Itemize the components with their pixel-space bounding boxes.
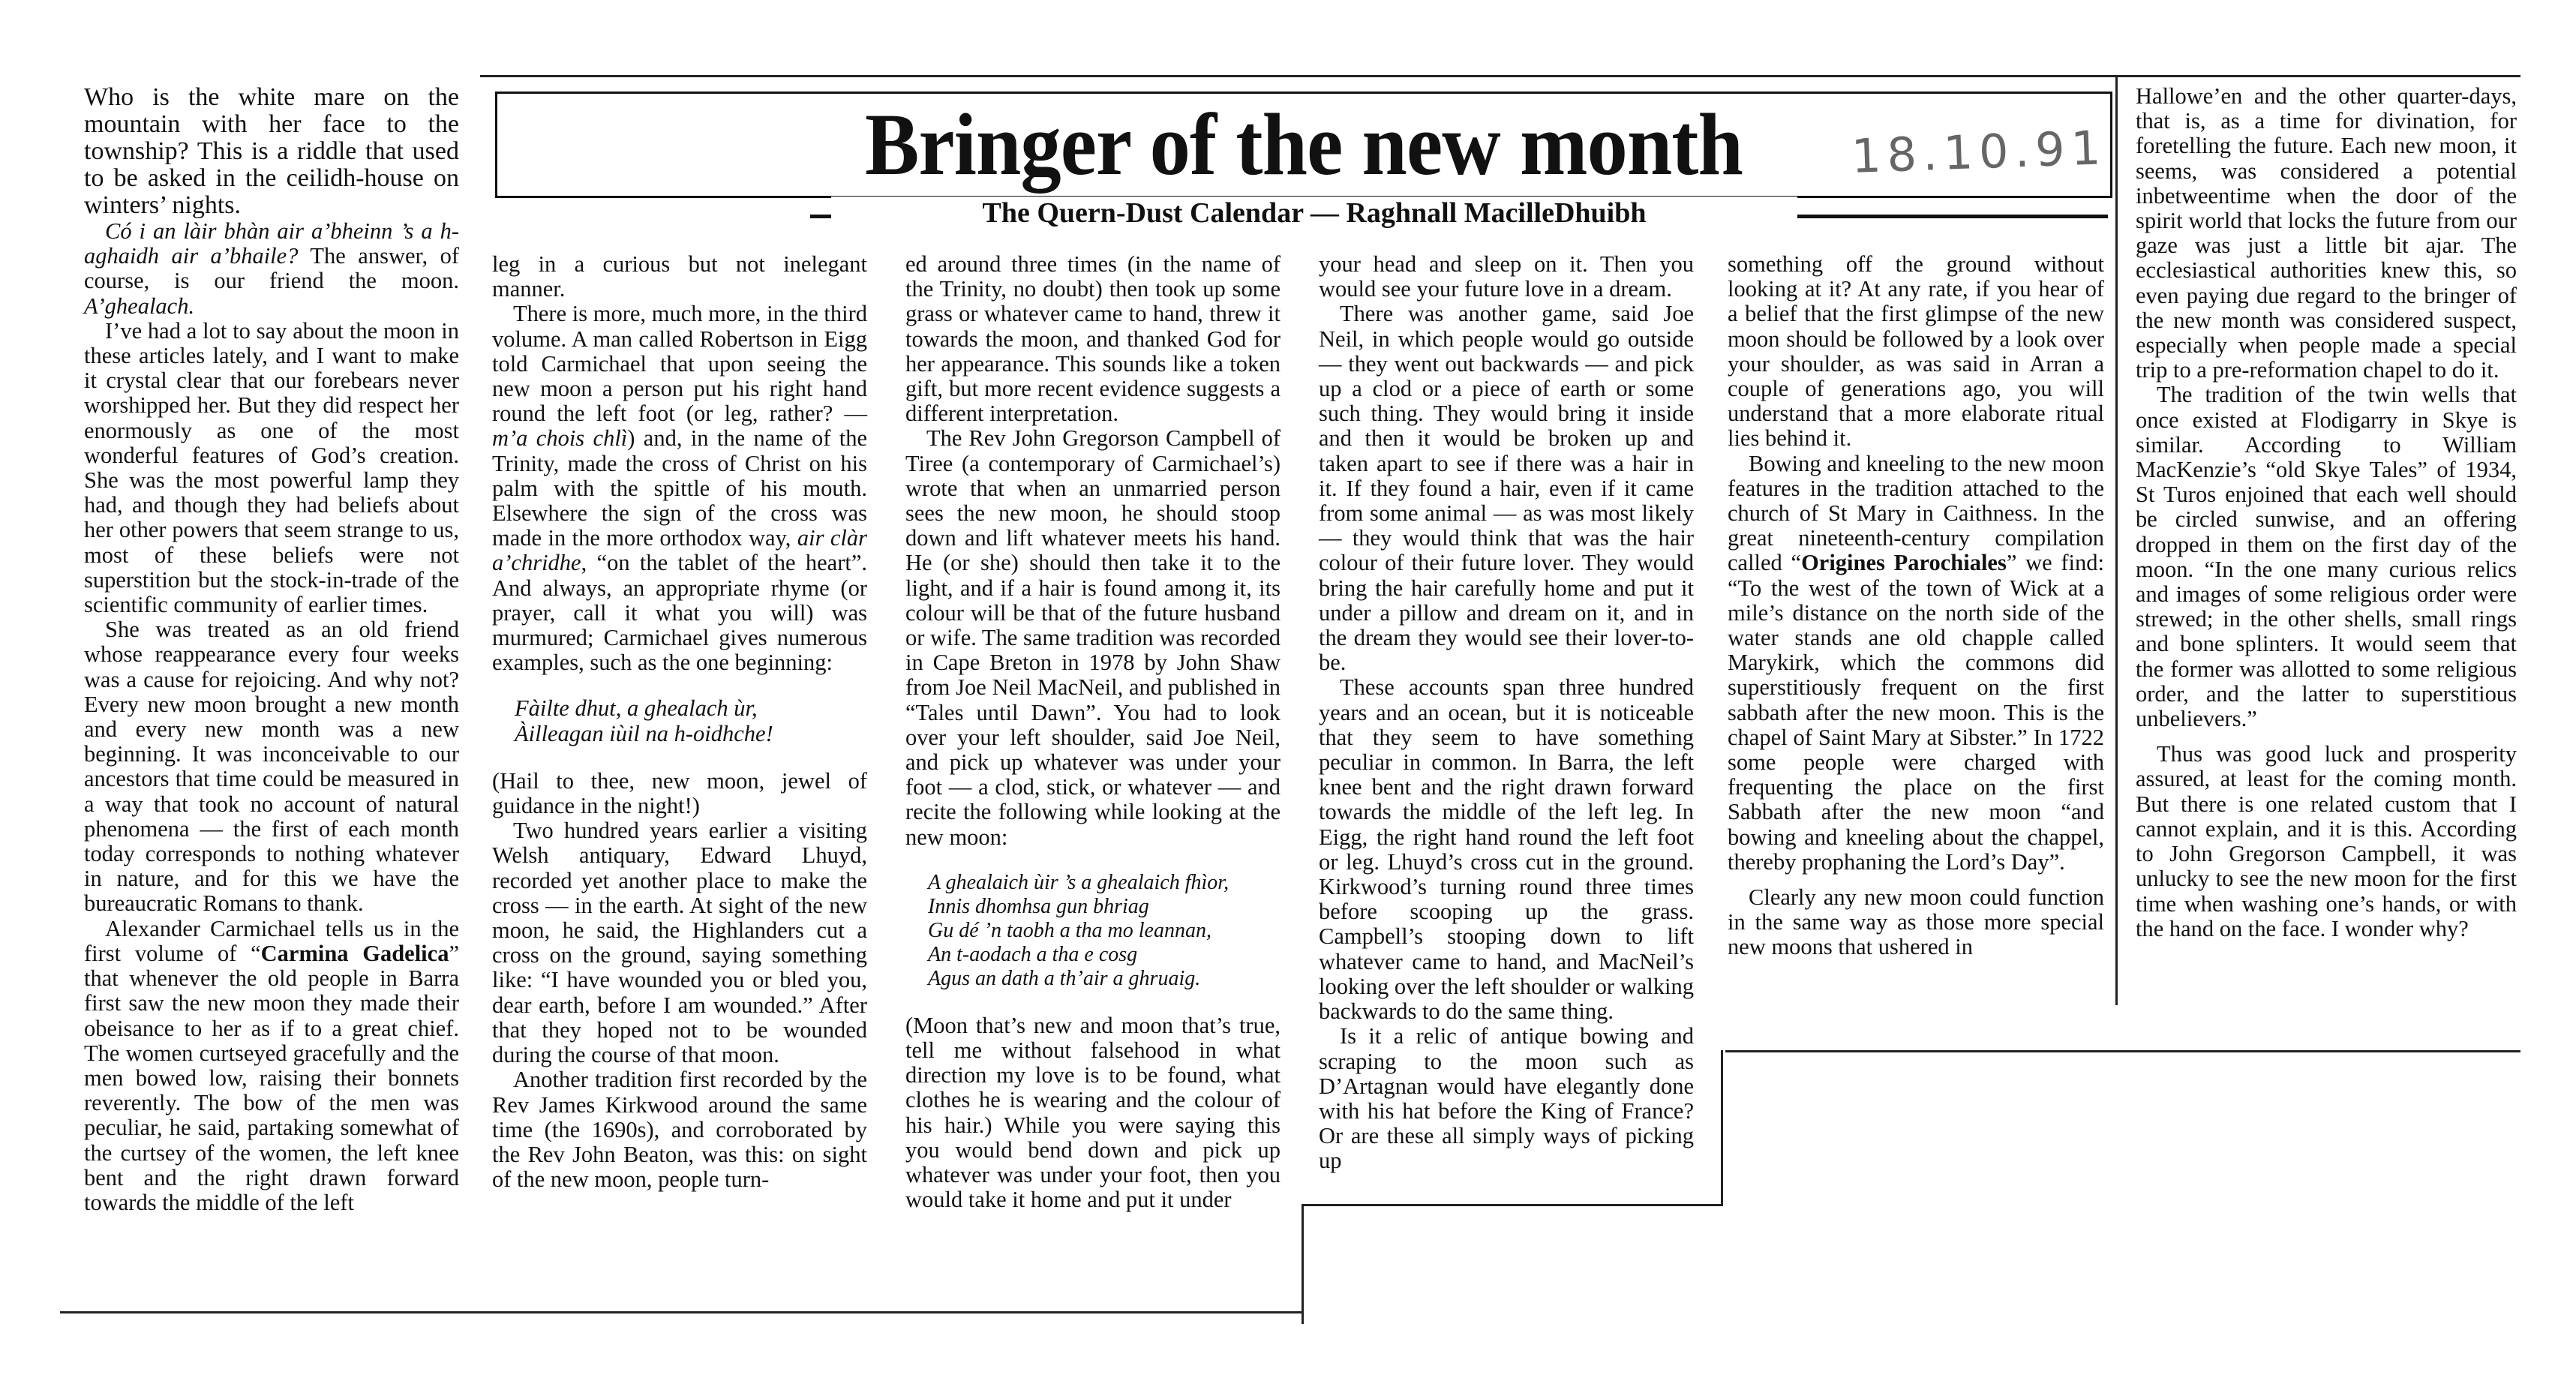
top-rule (480, 75, 2520, 77)
verse-line: Àilleagan iùil na h-oidhche! (515, 720, 773, 746)
verse-line: Innis dhomhsa gun bhriag (928, 894, 1149, 918)
article-column-5 (1728, 252, 2104, 960)
paragraph: (Hail to thee, new moon, jewel of guidance in the night!) (492, 767, 867, 819)
paragraph: I’ve had a lot to say about the moon in these articles lately, and I want to make it crystal clear that our forebears never worshipped her. But they did respect her enormously as one of the most wonderful features of God’s creation. She was the most powerful lamp they had, and though they had beliefs about her other powers that seem strange to us, most of these beliefs were not superstition but the stock-in-trade of the scientific community of earlier times. (84, 317, 459, 618)
headline: Bringer of the new month (864, 95, 1743, 194)
paragraph: Clearly any new moon could function in the same way as those more special new moons that ushered in (1728, 884, 2104, 960)
gaelic-verse (928, 871, 1280, 991)
paragraph: Thus was good luck and prosperity assured, at least for the coming month. But there is one related custom that I cannot explain, and it is this. According to John Gregorson Campbell, it was unlucky to see the new moon for the first time when washing one’s hands, or with the hand on the face. I wonder why? (2136, 741, 2517, 941)
paragraph: Bowing and kneeling to the new moon features in the tradition attached to the church of St Mary in Caithness. In the great nineteenth-century compilation called “Origines Parochiales” we find: “To the west of the town of Wick at a mile’s distance on the north side of the water stands ane old chapple called Marykirk, which the commons did superstitiously frequent on the first sabbath after the new moon. This is the chapel of Saint Mary at Sibster.” In 1722 some people were charged with frequenting the place on the first Sabbath after the new moon “and bowing and kneeling about the chappel, thereby prophaning the Lord’s Day”. (1728, 450, 2104, 875)
right-top-rule (2115, 75, 2118, 1005)
book-title: Origines Parochiales (1801, 550, 2007, 576)
book-title: Carmina Gadelica (260, 940, 449, 966)
paragraph: (Moon that’s new and moon that’s true, tell me without falsehood in what direction my love is to be found, what clothes he is wearing and the colour of his hair.) While you were saying this you would bend down and pick up whatever was under your foot, then you would take it home and put it under (905, 1012, 1280, 1213)
lead-paragraph: Who is the white mare on the mountain with her face to the township? This is a riddle that used to be asked in the ceilidh-house on winters’ nights. (84, 83, 459, 219)
paragraph: Two hundred years earlier a visiting Welsh antiquary, Edward Lhuyd, recorded yet another place to make the cross — in the earth. At sight of the new moon, he said, the Highlanders cut a cross on the ground, saying something like: “I have wounded you or bled you, dear earth, before I am wounded.” After that they hoped not to be wounded during the course of that moon. (492, 818, 867, 1068)
paragraph: ed around three times (in the name of the Trinity, no doubt) then took up some grass or whatever came to hand, threw it towards the moon, and thanked God for her appearance. This sounds like a token gift, but more recent evidence suggests a different interpretation. (905, 251, 1280, 427)
gaelic-verse (515, 696, 867, 746)
paragraph: leg in a curious but not inelegant manner. (492, 251, 867, 302)
gaelic-text: m’a chois chlì (492, 425, 628, 452)
gaelic-text: A’ghealach. (84, 293, 195, 319)
article-column-1 (84, 84, 459, 1215)
verse-line: A ghealaich ùir ’s a ghealaich fhìor, (928, 870, 1229, 894)
gaelic-text: Có i an làir bhàn air a’bheinn ’s a h-aghaidh air a’bhaile? (84, 218, 459, 269)
paragraph: Có i an làir bhàn air a’bheinn ’s a h-aghaidh air a’bhaile? The answer, of course, is our friend the moon. A’ghealach. (84, 218, 459, 319)
verse-line: An t-aodach a tha e cosg (928, 942, 1138, 966)
gaelic-text: air clàr a’chridhe (492, 525, 867, 576)
verse-line: Agus an dath a th’air a ghruaig. (928, 966, 1201, 990)
paragraph: These accounts span three hundred years and an ocean, but it is noticeable that they seem to have something peculiar in common. In Barra, the left knee bent and the right drawn forward towards the middle of the left leg. In Eigg, the right hand round the left foot or leg. Lhuyd’s cross cut in the ground. Kirkwood’s turning round three times before scooping up the grass. Campbell’s stooping down to lift whatever came to hand, and MacNeil’s looking over the left shoulder or walking backwards to do the same thing. (1319, 674, 1694, 1025)
subhead-rule-right (1755, 215, 2108, 218)
article-column-4 (1319, 252, 1694, 1174)
paragraph: The Rev John Gregorson Campbell of Tiree (a contemporary of Carmichael’s) wrote that when an unmarried person sees the new moon, he should stoop down and lift whatever meets his hand. He (or she) should then take it to the light, and if a hair is found among it, its colour will be that of the future husband or wife. The same tradition was recorded in Cape Breton in 1978 by John Shaw from Joe Neil MacNeil, and published in “Tales until Dawn”. You had to look over your left shoulder, said Joe Neil, and pick up whatever was under your foot — a clod, stick, or whatever — and recite the following while looking at the new moon: (905, 425, 1280, 850)
paragraph: Is it a relic of antique bowing and scraping to the moon such as D’Artagnan would have elegantly done with his hat before the King of France? Or are these all simply ways of picking up (1319, 1023, 1694, 1174)
paragraph: She was treated as an old friend whose reappearance every four weeks was a cause for rejoicing. And why not? Every new moon brought a new month and every new month was a new beginning. It was inconceivable to our ancestors that time could be measured in a way that took no account of natural phenomena — the first of each month today corresponds to nothing whatever in nature, and for this we have the bureaucratic Romans to thank. (84, 617, 459, 917)
paragraph: your head and sleep on it. Then you would see your future love in a dream. (1319, 251, 1694, 302)
verse-line: Fàilte dhut, a ghealach ùr, (515, 695, 758, 722)
subheadline-byline: The Quern-Dust Calendar — Raghnall MacilleDhuibh (831, 197, 1797, 230)
col4-bottom-rule (1302, 1204, 1723, 1206)
paragraph: Hallowe’en and the other quarter-days, that is, as a time for divination, for foretelling the future. Each new moon, it seems, was considered a potential inbetweentime when the door of the spirit world that locks the future from our gaze was just a little bit ajar. The ecclesiastical authorities knew this, so even paying due regard to the bringer of the new month was considered suspect, especially when people made a special trip to a pre-reformation chapel to do it. (2136, 83, 2517, 383)
paragraph: Alexander Carmichael tells us in the first volume of “Carmina Gadelica” that whenever the old people in Barra first saw the new moon they made their obeisance to her as if to a great chief. The women curtseyed gracefully and the men bowed low, raising their bonnets reverently. The bow of the men was peculiar, he said, partaking somewhat of the curtsey of the women, the left knee bent and the right drawn forward towards the middle of the left (84, 915, 459, 1215)
article-column-3 (905, 252, 1280, 1213)
article-column-6 (2136, 84, 2517, 941)
paragraph: The tradition of the twin wells that once existed at Flodigarry in Skye is similar. According to William MacKenzie’s “old Skye Tales” of 1934, St Turos enjoined that each well should be circled sunwise, and an offering dropped in them on the first day of the moon. “In the one many curious relics and images of some religious order were strewed; in the other shells, small rings and bone splinters. It would seem that the former was allotted to some religious order, and the latter to superstitious unbelievers.” (2136, 382, 2517, 732)
article-column-2 (492, 252, 867, 1192)
col4-left-rule (1302, 1204, 1304, 1324)
bottom-rule (60, 1311, 1304, 1313)
handwritten-date: 18.10.91 (1850, 120, 2108, 184)
paragraph: Another tradition first recorded by the Rev James Kirkwood around the same time (the 1690s), and corroborated by the Rev John Beaton, was this: on sight of the new moon, people turn- (492, 1067, 867, 1193)
verse-line: Gu dé ’n taobh a tha mo leannan, (928, 918, 1211, 942)
right-column-bottom-rule (1725, 1050, 2520, 1052)
paragraph: something off the ground without looking at it? At any rate, if you hear of a belief that the first glimpse of the new moon should be followed by a look over your shoulder, as was said in Arran a couple of generations ago, you will understand that a more elaborate ritual lies behind it. (1728, 251, 2104, 452)
paragraph: There is more, much more, in the third volume. A man called Robertson in Eigg told Carmichael that upon seeing the new moon a person put his right hand round the left foot (or leg, rather? — m’a chois chlì) and, in the name of the Trinity, made the cross of Christ on his palm with the spittle of his mouth. Elsewhere the sign of the cross was made in the more orthodox way, air clàr a’chridhe, “on the tablet of the heart”. And always, an appropriate rhyme (or prayer, call it what you will) was murmured; Carmichael gives numerous examples, such as the one beginning: (492, 301, 867, 676)
paragraph: There was another game, said Joe Neil, in which people would go outside — they went out backwards — and pick up a clod or a piece of earth or some such thing. They would bring it inside and then it would be broken up and taken apart to see if there was a hair in it. If they found a hair, even if it came from some animal — as was most likely — they would think that was the hair colour of their future lover. They would bring the hair carefully home and put it under a pillow and dream on it, and in the dream they would see their lover-to-be. (1319, 301, 1694, 676)
col5-left-rule (1721, 1050, 1723, 1204)
